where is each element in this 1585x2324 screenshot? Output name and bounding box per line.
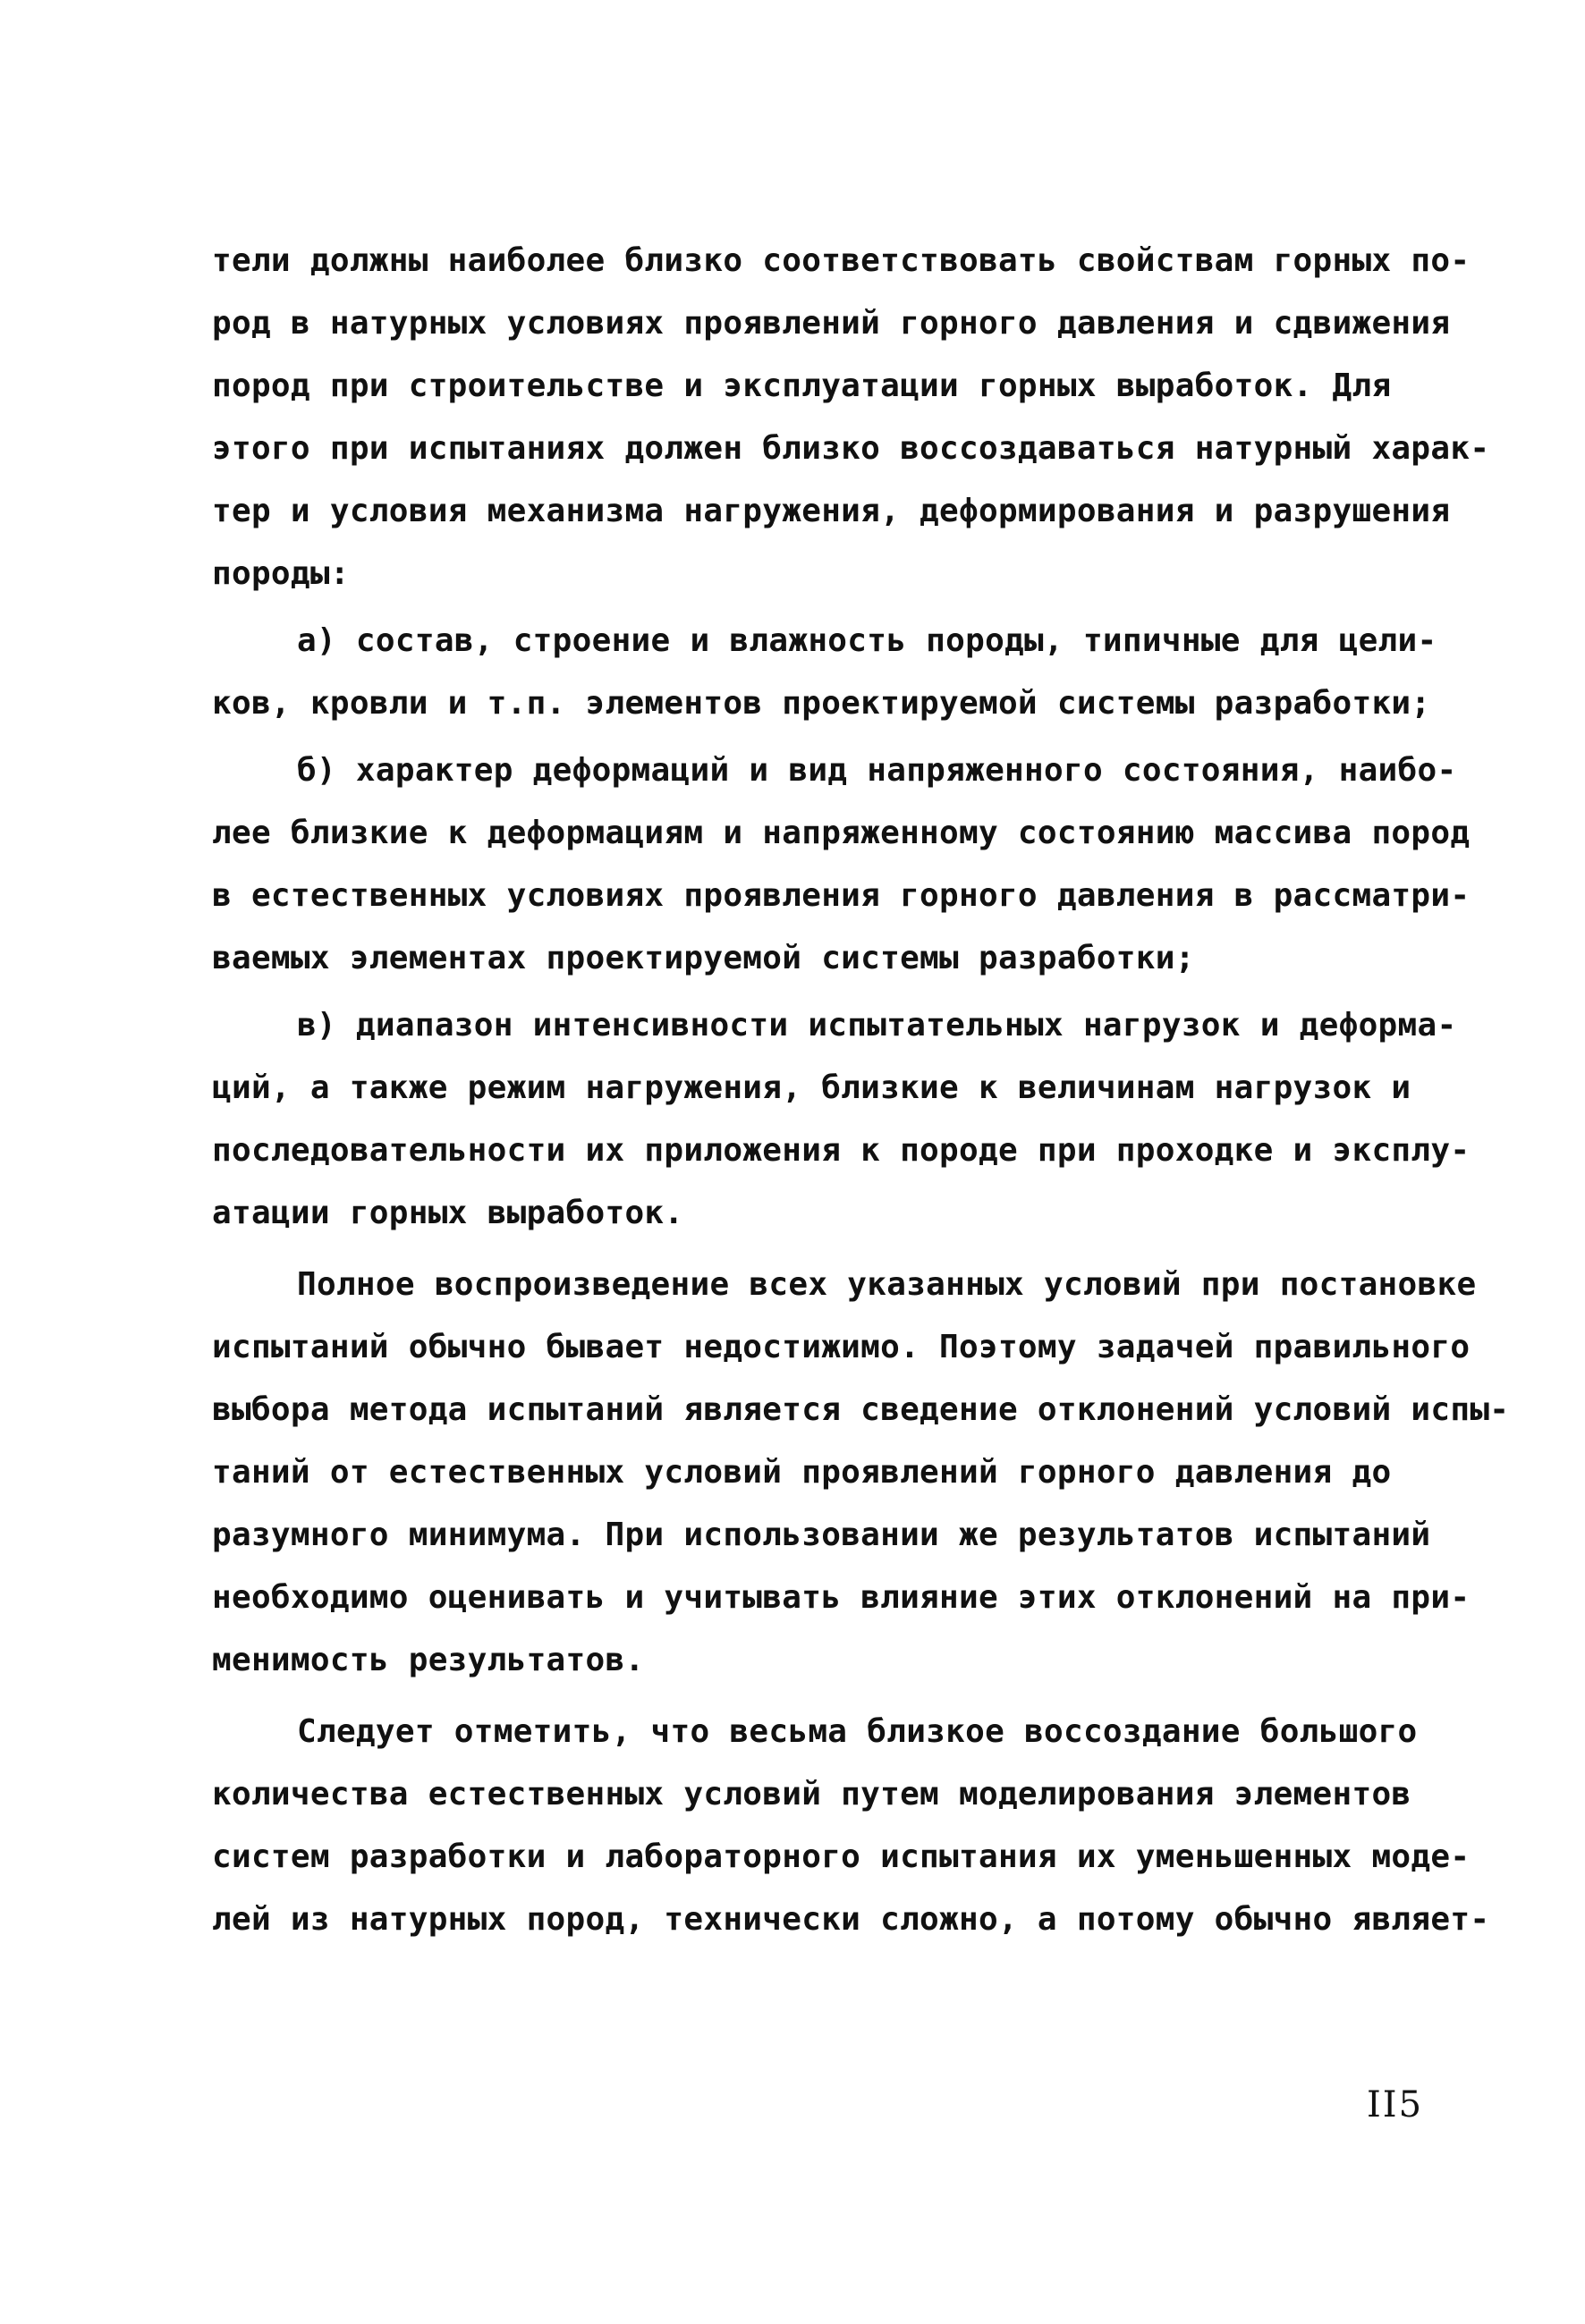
text-line: породы: [212,555,350,592]
text-line: атации горных выработок. [212,1195,684,1231]
text-line: лей из натурных пород, технически сложно, а потому обычно являет- [212,1901,1490,1938]
text-line: тер и условия механизма нагружения, деформирования и разрушения [212,493,1451,529]
text-line: испытаний обычно бывает недостижимо. Поэтому задачей правильного [212,1329,1471,1365]
text-line: ций, а также режим нагружения, близкие к величинам нагрузок и [212,1069,1411,1106]
text-line: систем разработки и лабораторного испытания их уменьшенных моде- [212,1838,1471,1875]
list-item-b: б) характер деформаций и вид напряженного состояния, наибо- [297,752,1457,789]
page-number: II5 [1367,2084,1424,2125]
text-line: этого при испытаниях должен близко воссоздаваться натурный харак- [212,430,1490,467]
text-line: тели должны наиболее близко соответствовать свойствам горных по- [212,242,1471,279]
text-line: разумного минимума. При использовании же результатов испытаний [212,1517,1431,1553]
text-line: выбора метода испытаний является сведение отклонений условий испы- [212,1391,1510,1428]
list-item-v: в) диапазон интенсивности испытательных нагрузок и деформа- [297,1007,1457,1044]
text-line: менимость результатов. [212,1642,645,1678]
text-line: необходимо оценивать и учитывать влияние этих отклонений на при- [212,1579,1471,1616]
text-line: пород при строительстве и эксплуатации горных выработок. Для [212,368,1392,404]
text-line: ваемых элементах проектируемой системы разработки; [212,940,1195,976]
paragraph-start: Полное воспроизведение всех указанных условий при постановке [297,1266,1477,1303]
text-line: последовательности их приложения к породе при проходке и эксплу- [212,1132,1471,1169]
paragraph-start: Следует отметить, что весьма близкое воссоздание большого [297,1713,1418,1750]
text-line: лее близкие к деформациям и напряженному состоянию массива пород [212,815,1471,851]
text-line: таний от естественных условий проявлений горного давления до [212,1454,1392,1491]
list-item-a: а) состав, строение и влажность породы, типичные для цели- [297,622,1437,659]
text-line: ков, кровли и т.п. элементов проектируемой системы разработки; [212,685,1431,722]
text-line: количества естественных условий путем моделирования элементов [212,1776,1411,1813]
text-line: род в натурных условиях проявлений горного давления и сдвижения [212,305,1451,342]
text-line: в естественных условиях проявления горного давления в рассматри- [212,877,1471,914]
